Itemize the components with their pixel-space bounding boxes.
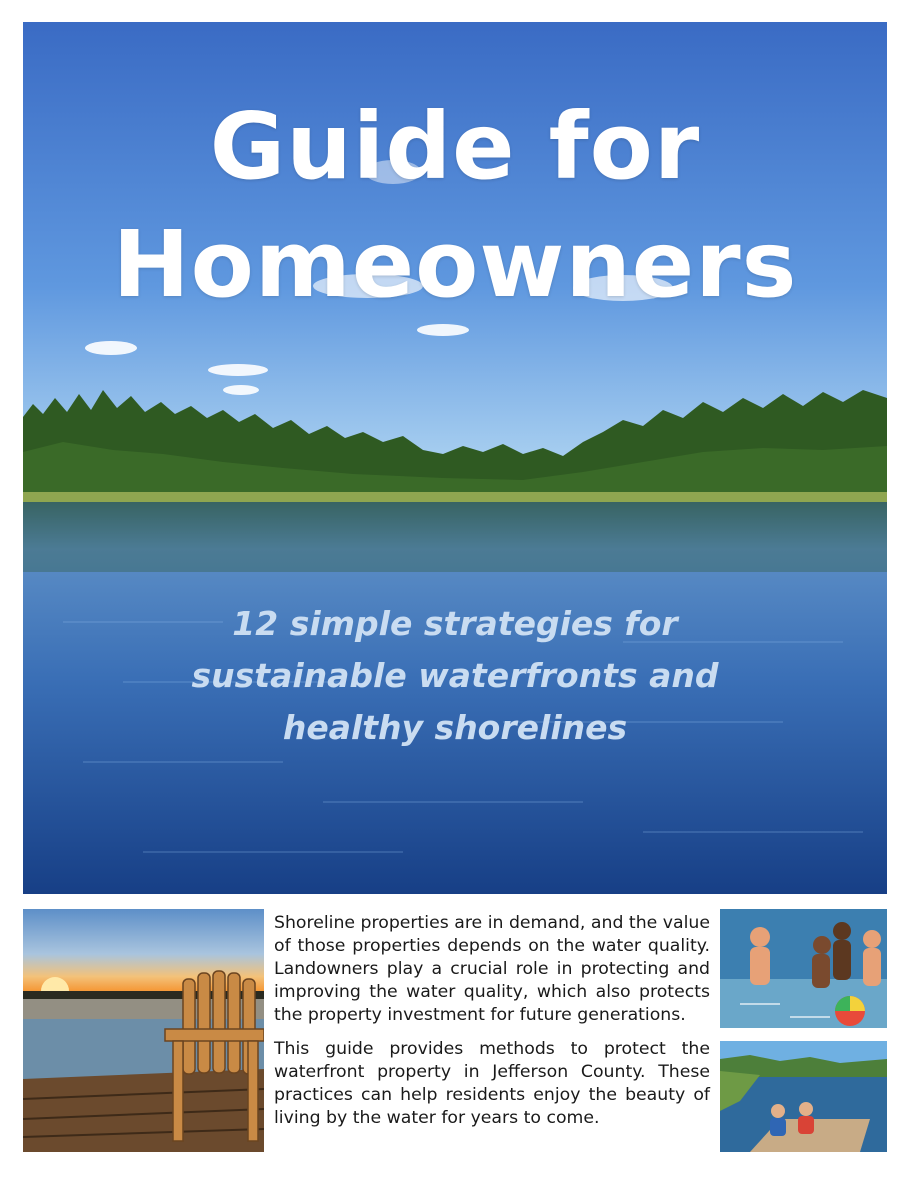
kids-playing-photo [720, 909, 887, 1028]
cover-subtitle-line3: healthy shorelines [282, 708, 628, 747]
cover-title-line1: Guide for [209, 93, 701, 200]
cover-subtitle [23, 598, 887, 754]
intro-text [274, 912, 710, 1141]
intro-paragraph-2: This guide provides methods to protect the waterfront property in Jefferson County. These practices can help residents enjoy the beauty of living by the water for years to come. [274, 1039, 710, 1128]
cover-subtitle-line1: 12 simple strategies for [232, 604, 678, 643]
cover-hero-photo [23, 22, 887, 894]
cover-subtitle-line2: sustainable waterfronts and [191, 656, 719, 695]
intro-paragraph-1: Shoreline properties are in demand, and the value of those properties depends on the water quality. Landowners play a crucial role in protecting and improving the water quality, which also protects the property investment for future generations. [274, 913, 710, 1025]
cover-title-line2: Homeowners [112, 211, 798, 318]
sunset-chair-photo [23, 909, 264, 1152]
children-on-dock-photo [720, 1041, 887, 1152]
